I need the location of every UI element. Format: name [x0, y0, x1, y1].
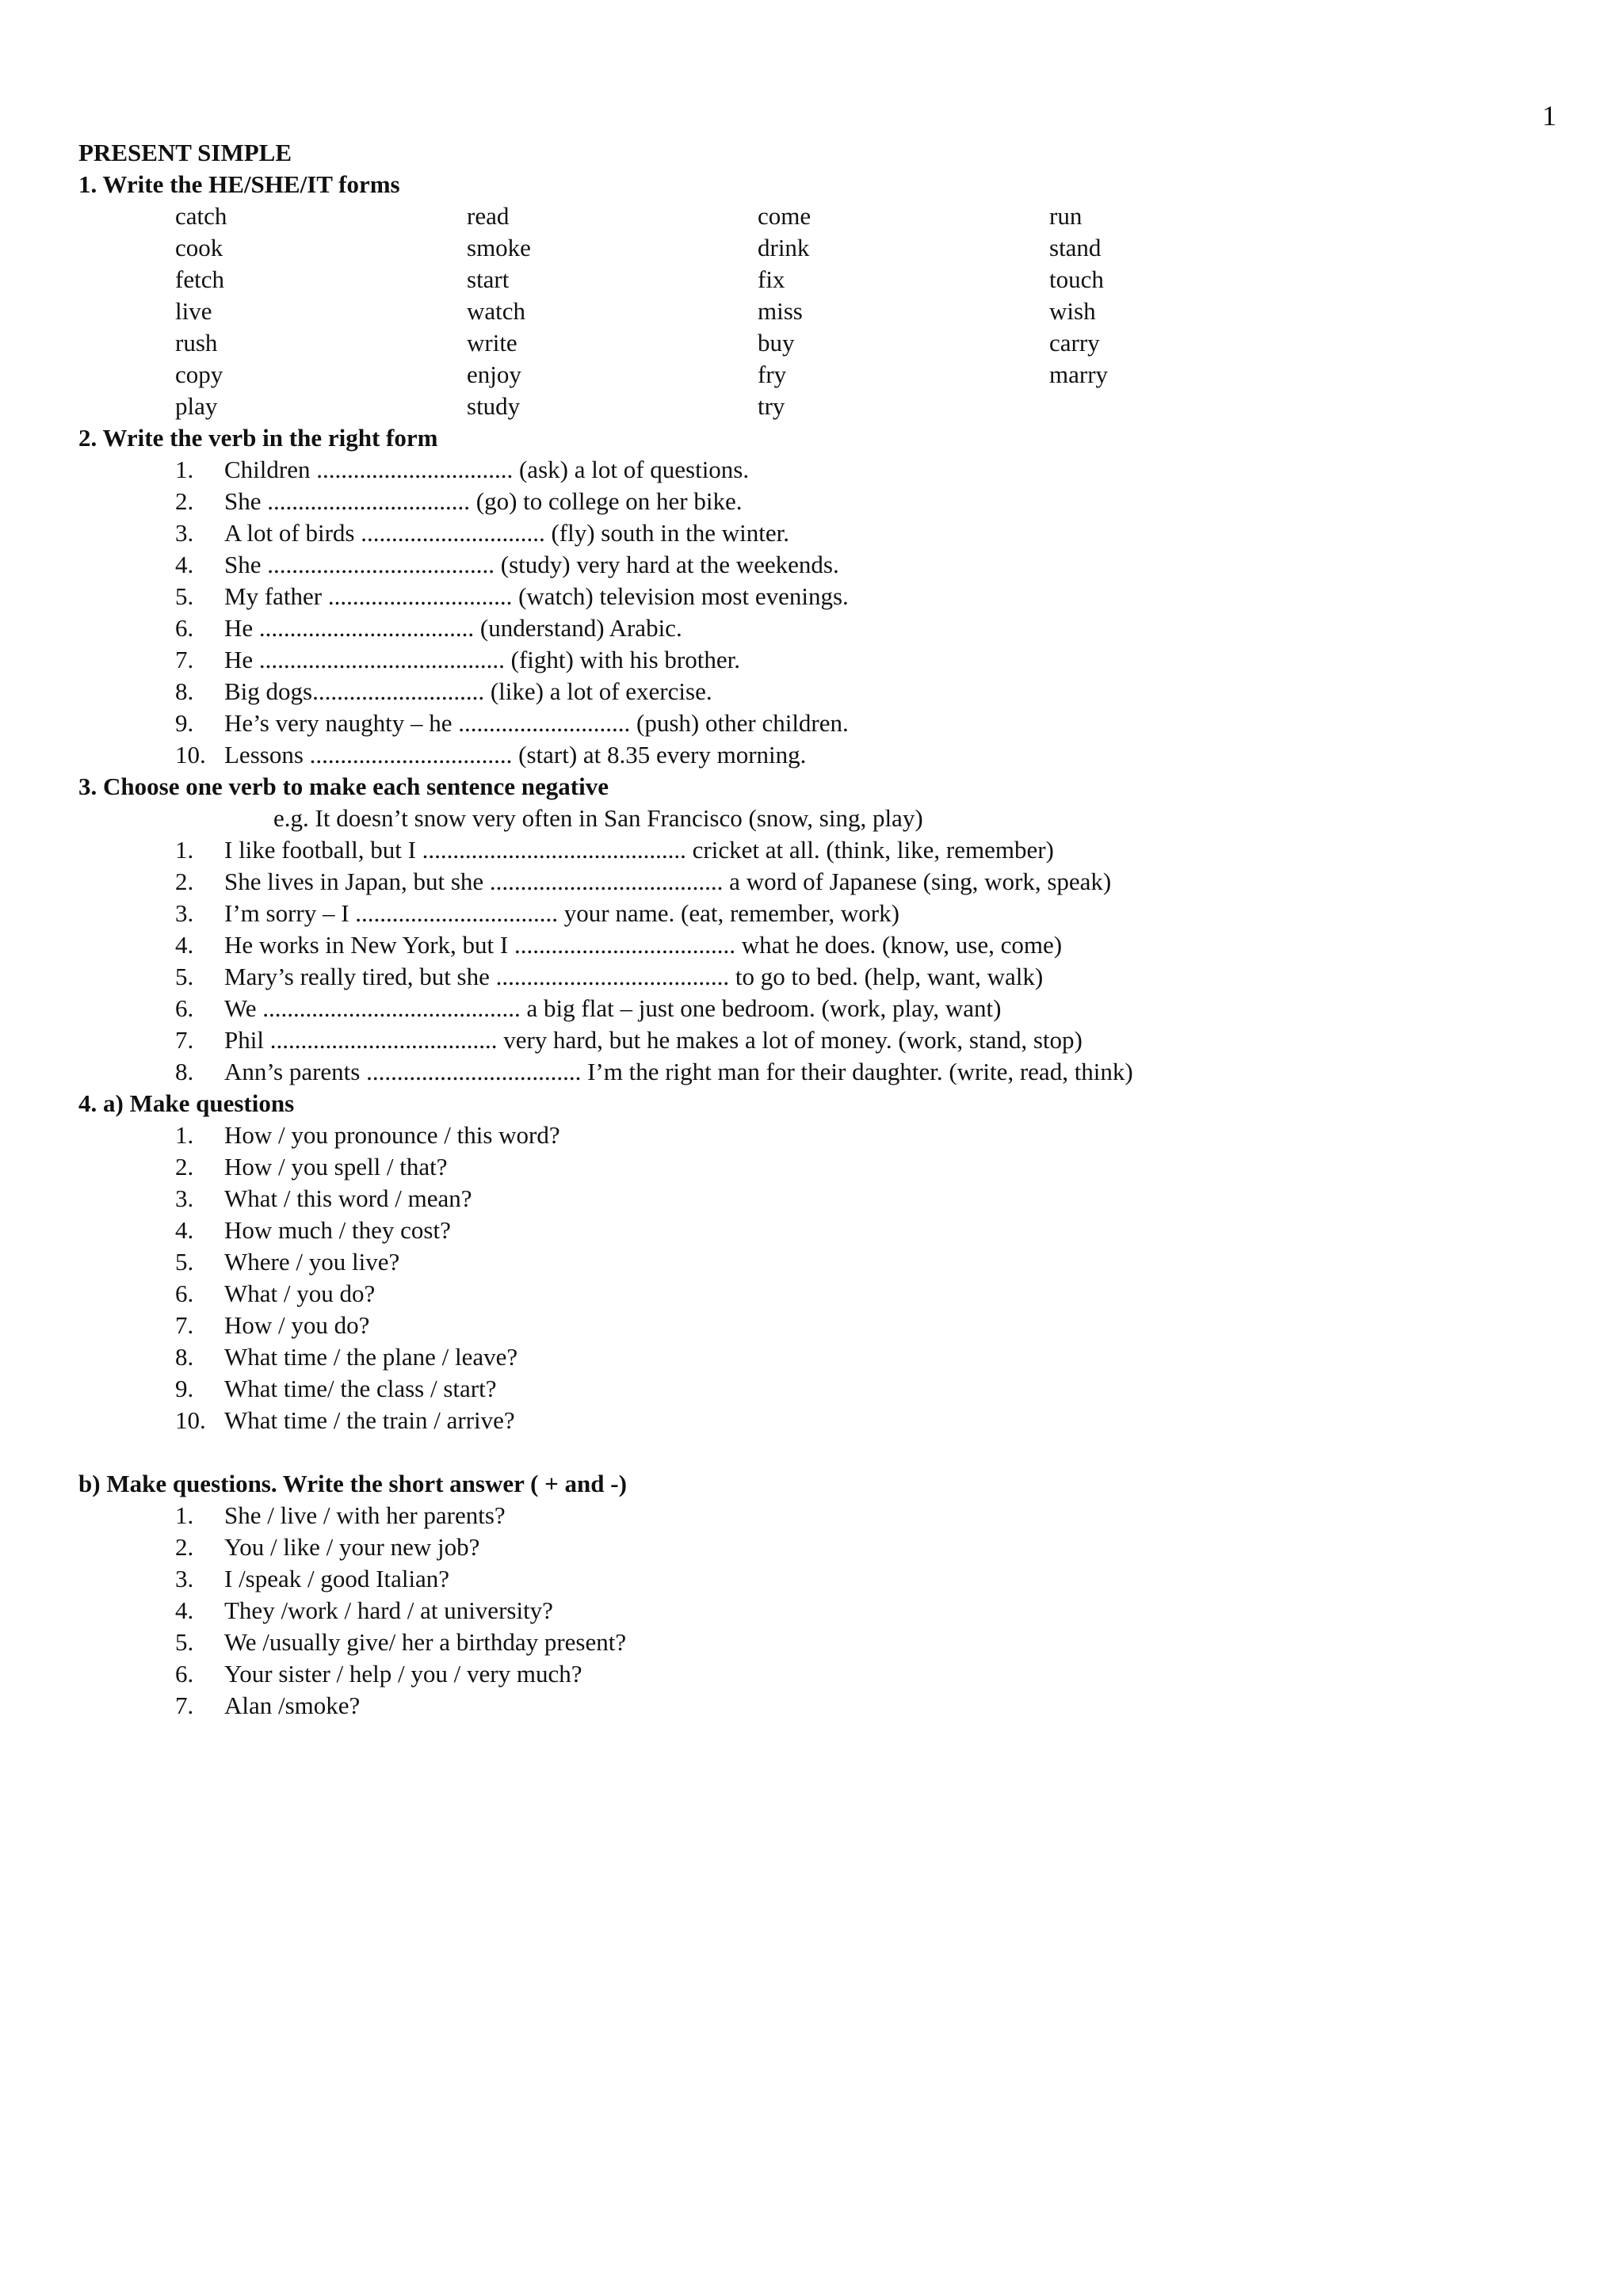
- exercise-item: [78, 834, 1568, 866]
- exercise-item: [78, 707, 1568, 739]
- exercise-item: [78, 1531, 1568, 1563]
- verb-cell: write: [467, 329, 517, 357]
- item-number: 8.: [175, 677, 194, 705]
- exercise-item: [78, 1183, 1568, 1215]
- item-text: My father .............................. (watch) television most evenings.: [224, 582, 849, 610]
- verb-cell: touch: [1049, 265, 1104, 293]
- verb-cell: run: [1049, 202, 1083, 230]
- exercise-item: [78, 612, 1568, 644]
- verb-cell: stand: [1049, 234, 1102, 261]
- verb-grid-row: [78, 200, 1568, 232]
- item-text: I like football, but I ........................................... cricket at all. (think, like, remember): [224, 836, 1054, 864]
- section2-heading: 2. Write the verb in the right form: [78, 424, 438, 452]
- item-text: How much / they cost?: [224, 1216, 451, 1244]
- page-number: 1: [1542, 100, 1556, 132]
- exercise-item: [78, 1151, 1568, 1183]
- section4a-heading: 4. a) Make questions: [78, 1089, 295, 1117]
- item-number: 6.: [175, 994, 194, 1022]
- exercise-item: [78, 739, 1568, 771]
- verb-grid-row: [78, 296, 1568, 327]
- item-number: 2.: [175, 1533, 194, 1561]
- exercise-item: [78, 581, 1568, 612]
- verb-cell: play: [175, 392, 218, 420]
- verb-cell: miss: [758, 297, 803, 325]
- item-number: 7.: [175, 646, 194, 673]
- verb-cell: carry: [1049, 329, 1100, 357]
- item-text: How / you pronounce / this word?: [224, 1121, 560, 1149]
- item-number: 1.: [175, 836, 194, 864]
- item-number: 5.: [175, 582, 194, 610]
- verb-grid-row: [78, 327, 1568, 359]
- item-text: Phil ..................................... very hard, but he makes a lot of money. (work, stand, stop): [224, 1026, 1083, 1054]
- exercise-item: [78, 644, 1568, 676]
- section4b-list: [78, 1500, 1568, 1722]
- verb-cell: study: [467, 392, 521, 420]
- item-text: What time / the train / arrive?: [224, 1406, 515, 1434]
- item-number: 3.: [175, 1565, 194, 1592]
- verb-cell: catch: [175, 202, 227, 230]
- item-number: 5.: [175, 963, 194, 990]
- item-text: What time/ the class / start?: [224, 1375, 497, 1402]
- item-number: 3.: [175, 519, 194, 547]
- verb-grid-row: [78, 391, 1568, 422]
- verb-grid-row: [78, 264, 1568, 296]
- item-text: You / like / your new job?: [224, 1533, 480, 1561]
- item-text: How / you do?: [224, 1311, 370, 1339]
- item-number: 6.: [175, 1660, 194, 1688]
- exercise-item: [78, 1246, 1568, 1278]
- item-text: How / you spell / that?: [224, 1153, 448, 1180]
- exercise-item: [78, 1627, 1568, 1658]
- section2-list: [78, 454, 1568, 771]
- item-text: Your sister / help / you / very much?: [224, 1660, 582, 1688]
- item-text: They /work / hard / at university?: [224, 1596, 553, 1624]
- item-text: Ann’s parents ................................... I’m the right man for their daughter. (write, read, think): [224, 1058, 1133, 1085]
- example-sentence: e.g. It doesn’t snow very often in San Francisco (snow, sing, play): [273, 804, 923, 832]
- item-number: 5.: [175, 1248, 194, 1276]
- item-number: 3.: [175, 1184, 194, 1212]
- verb-cell: fix: [758, 265, 785, 293]
- exercise-item: [78, 1563, 1568, 1595]
- item-text: What / this word / mean?: [224, 1184, 472, 1212]
- exercise-item: [78, 1690, 1568, 1722]
- verb-grid: [78, 200, 1568, 422]
- item-text: He’s very naughty – he ............................ (push) other children.: [224, 709, 849, 737]
- exercise-item: [78, 993, 1568, 1024]
- verb-cell: cook: [175, 234, 223, 261]
- exercise-item: [78, 1310, 1568, 1341]
- item-number: 9.: [175, 709, 194, 737]
- item-text: He works in New York, but I .................................... what he does. (know, use, come): [224, 931, 1063, 959]
- exercise-item: [78, 929, 1568, 961]
- section4a-list: [78, 1119, 1568, 1436]
- worksheet: [78, 137, 1568, 1722]
- exercise-item: [78, 1595, 1568, 1627]
- verb-cell: rush: [175, 329, 218, 357]
- exercise-item: [78, 1056, 1568, 1088]
- item-number: 6.: [175, 1280, 194, 1307]
- item-number: 7.: [175, 1691, 194, 1719]
- verb-cell: marry: [1049, 360, 1109, 388]
- item-text: A lot of birds .............................. (fly) south in the winter.: [224, 519, 789, 547]
- item-text: Where / you live?: [224, 1248, 400, 1276]
- item-text: Lessons ................................. (start) at 8.35 every morning.: [224, 741, 807, 769]
- verb-cell: fry: [758, 360, 787, 388]
- item-number: 10.: [175, 1406, 206, 1434]
- item-number: 10.: [175, 741, 206, 769]
- exercise-item: [78, 486, 1568, 517]
- item-text: Mary’s really tired, but she ...................................... to go to bed. (help, want, walk): [224, 963, 1044, 990]
- section3-heading: 3. Choose one verb to make each sentence negative: [78, 772, 609, 800]
- item-text: She lives in Japan, but she ...................................... a word of Japanese (sing, work, speak): [224, 868, 1112, 895]
- verb-cell: drink: [758, 234, 810, 261]
- item-text: She ..................................... (study) very hard at the weekends.: [224, 551, 839, 578]
- verb-cell: come: [758, 202, 812, 230]
- item-number: 1.: [175, 456, 194, 483]
- exercise-item: [78, 1215, 1568, 1246]
- verb-cell: enjoy: [467, 360, 521, 388]
- item-text: He ........................................ (fight) with his brother.: [224, 646, 740, 673]
- section3-list: [78, 834, 1568, 1088]
- verb-cell: wish: [1049, 297, 1096, 325]
- item-number: 9.: [175, 1375, 194, 1402]
- verb-cell: copy: [175, 360, 223, 388]
- item-number: 4.: [175, 551, 194, 578]
- item-number: 2.: [175, 868, 194, 895]
- item-text: What time / the plane / leave?: [224, 1343, 518, 1371]
- item-number: 7.: [175, 1311, 194, 1339]
- verb-cell: buy: [758, 329, 795, 357]
- exercise-item: [78, 549, 1568, 581]
- item-number: 4.: [175, 1216, 194, 1244]
- item-text: Alan /smoke?: [224, 1691, 361, 1719]
- page-title: PRESENT SIMPLE: [78, 139, 292, 166]
- spacer: [78, 1436, 1568, 1468]
- item-number: 1.: [175, 1501, 194, 1529]
- verb-cell: try: [758, 392, 785, 420]
- exercise-item: [78, 676, 1568, 707]
- exercise-item: [78, 1278, 1568, 1310]
- item-text: What / you do?: [224, 1280, 376, 1307]
- exercise-item: [78, 517, 1568, 549]
- section4b-heading: b) Make questions. Write the short answer ( + and -): [78, 1470, 627, 1497]
- item-number: 8.: [175, 1343, 194, 1371]
- exercise-item: [78, 1024, 1568, 1056]
- verb-cell: smoke: [467, 234, 531, 261]
- exercise-item: [78, 454, 1568, 486]
- item-text: We .......................................... a big flat – just one bedroom. (work, play, want): [224, 994, 1002, 1022]
- verb-cell: fetch: [175, 265, 224, 293]
- exercise-item: [78, 1658, 1568, 1690]
- exercise-item: [78, 866, 1568, 898]
- item-number: 7.: [175, 1026, 194, 1054]
- verb-cell: live: [175, 297, 212, 325]
- item-text: She / live / with her parents?: [224, 1501, 506, 1529]
- item-number: 4.: [175, 1596, 194, 1624]
- verb-cell: read: [467, 202, 510, 230]
- item-number: 5.: [175, 1628, 194, 1656]
- verb-grid-row: [78, 232, 1568, 264]
- item-number: 2.: [175, 487, 194, 515]
- item-number: 1.: [175, 1121, 194, 1149]
- item-text: He ................................... (understand) Arabic.: [224, 614, 682, 642]
- section1-heading: 1. Write the HE/SHE/IT forms: [78, 170, 400, 198]
- item-text: I’m sorry – I ................................. your name. (eat, remember, work): [224, 899, 899, 927]
- item-number: 2.: [175, 1153, 194, 1180]
- item-number: 8.: [175, 1058, 194, 1085]
- item-text: We /usually give/ her a birthday present?: [224, 1628, 627, 1656]
- exercise-item: [78, 1341, 1568, 1373]
- item-number: 6.: [175, 614, 194, 642]
- verb-cell: start: [467, 265, 510, 293]
- exercise-item: [78, 1373, 1568, 1405]
- exercise-item: [78, 898, 1568, 929]
- item-number: 3.: [175, 899, 194, 927]
- exercise-item: [78, 1500, 1568, 1531]
- item-text: I /speak / good Italian?: [224, 1565, 450, 1592]
- exercise-item: [78, 961, 1568, 993]
- item-text: She ................................. (go) to college on her bike.: [224, 487, 743, 515]
- exercise-item: [78, 1405, 1568, 1436]
- item-text: Big dogs............................ (like) a lot of exercise.: [224, 677, 712, 705]
- item-number: 4.: [175, 931, 194, 959]
- exercise-item: [78, 1119, 1568, 1151]
- verb-cell: watch: [467, 297, 526, 325]
- verb-grid-row: [78, 359, 1568, 391]
- item-text: Children ................................ (ask) a lot of questions.: [224, 456, 750, 483]
